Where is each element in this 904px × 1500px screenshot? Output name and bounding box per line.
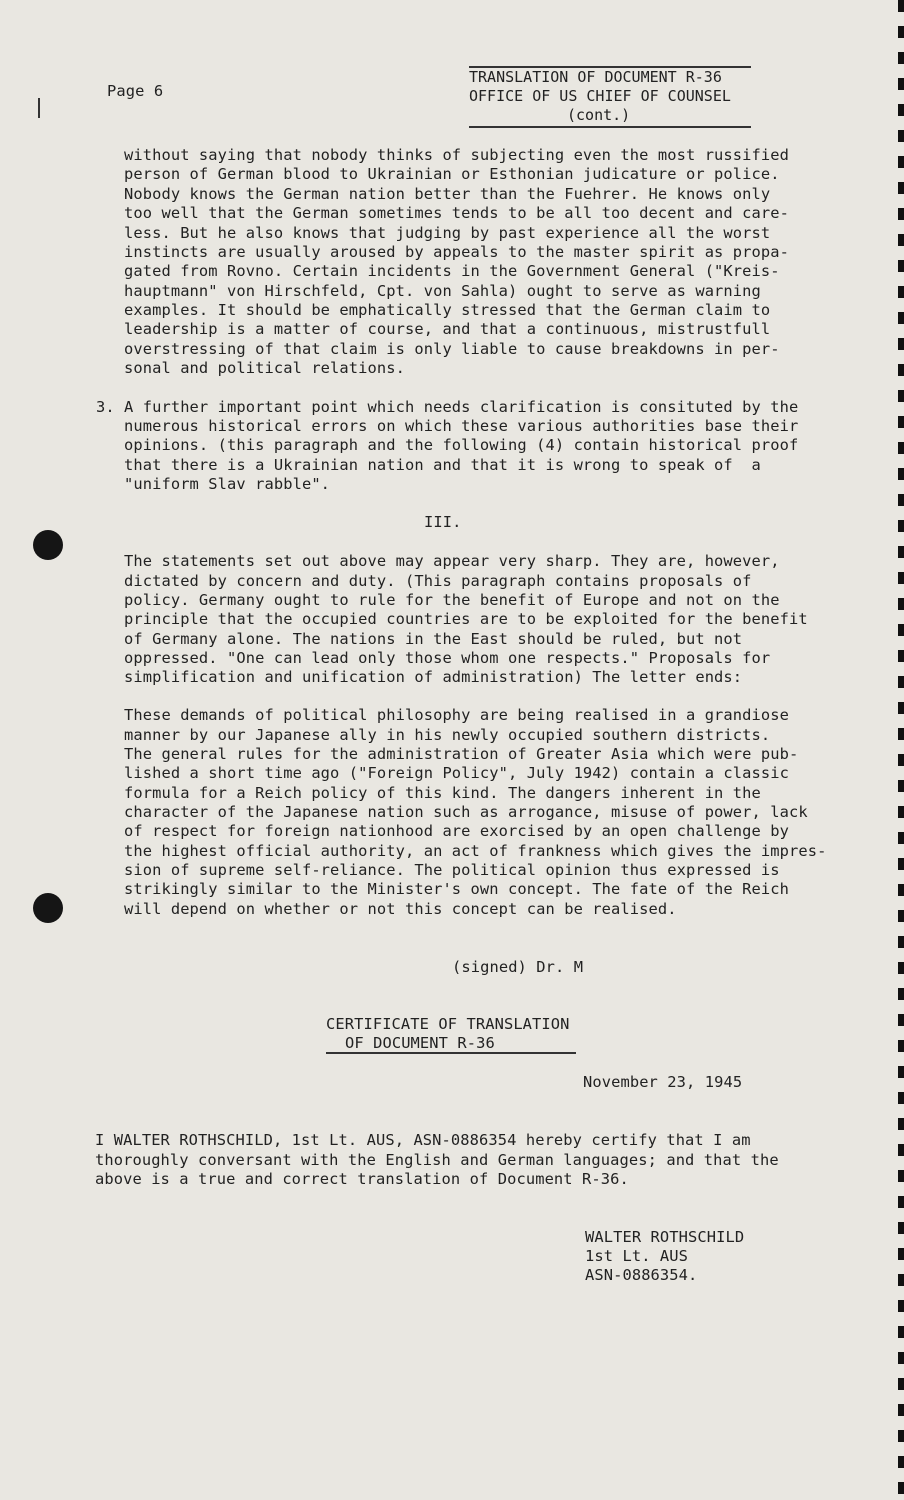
text-line: formula for a Reich policy of this kind. The dangers inherent in the <box>124 784 761 802</box>
text-line: that there is a Ukrainian nation and that it is wrong to speak of a <box>124 456 761 474</box>
text-line: character of the Japanese nation such as arrogance, misuse of power, lack <box>124 803 808 821</box>
text-line: The general rules for the administration of Greater Asia which were pub- <box>124 745 799 763</box>
signature-line: (signed) Dr. M <box>452 958 584 976</box>
text-line: less. But he also knows that judging by past experience all the worst <box>124 224 771 242</box>
header-title-line3: (cont.) <box>567 106 631 124</box>
text-line: "uniform Slav rabble". <box>124 475 331 493</box>
text-line: of Germany alone. The nations in the East should be ruled, but not <box>124 630 743 648</box>
certificate-title-line2: OF DOCUMENT R-36 <box>345 1034 495 1052</box>
text-line: too well that the German sometimes tends to be all too decent and care- <box>124 204 789 222</box>
page-number: Page 6 <box>107 82 164 100</box>
point-number: 3. <box>96 398 115 416</box>
text-line: thoroughly conversant with the English and German languages; and that the <box>95 1151 779 1169</box>
text-line: sion of supreme self-reliance. The political opinion thus expressed is <box>124 861 780 879</box>
text-line: overstressing of that claim is only liable to cause breakdowns in per- <box>124 340 780 358</box>
text-line: dictated by concern and duty. (This paragraph contains proposals of <box>124 572 752 590</box>
text-line: A further important point which needs clarification is consituted by the <box>124 398 799 416</box>
text-line: simplification and unification of administration) The letter ends: <box>124 668 743 686</box>
certificate-title-line1: CERTIFICATE OF TRANSLATION <box>326 1015 570 1033</box>
text-line: gated from Rovno. Certain incidents in the Government General ("Kreis- <box>124 262 780 280</box>
text-line: numerous historical errors on which these various authorities base their <box>124 417 799 435</box>
text-line: oppressed. "One can lead only those whom one respects." Proposals for <box>124 649 771 667</box>
text-line: examples. It should be emphatically stressed that the German claim to <box>124 301 771 319</box>
text-line: instincts are usually aroused by appeals to the master spirit as propa- <box>124 243 789 261</box>
text-line: the highest official authority, an act of frankness which gives the impres- <box>124 842 827 860</box>
margin-mark <box>38 98 40 118</box>
punch-hole-upper <box>33 530 63 560</box>
text-line: Nobody knows the German nation better than the Fuehrer. He knows only <box>124 185 771 203</box>
text-line: opinions. (this paragraph and the following (4) contain historical proof <box>124 436 799 454</box>
text-line: person of German blood to Ukrainian or Esthonian judicature or police. <box>124 165 780 183</box>
header-top-rule <box>469 66 751 68</box>
header-bottom-rule <box>469 126 751 128</box>
signer-rank: 1st Lt. AUS <box>585 1247 689 1265</box>
text-line: I WALTER ROTHSCHILD, 1st Lt. AUS, ASN-0886354 hereby certify that I am <box>95 1131 751 1149</box>
section-heading: III. <box>424 513 462 531</box>
text-line: of respect for foreign nationhood are exorcised by an open challenge by <box>124 822 789 840</box>
text-line: strikingly similar to the Minister's own concept. The fate of the Reich <box>124 880 789 898</box>
text-line: without saying that nobody thinks of subjecting even the most russified <box>124 146 789 164</box>
page-edge-binding <box>898 0 904 1500</box>
text-line: manner by our Japanese ally in his newly occupied southern districts. <box>124 726 771 744</box>
text-line: sonal and political relations. <box>124 359 405 377</box>
header-title-line1: TRANSLATION OF DOCUMENT R-36 <box>469 68 722 86</box>
text-line: The statements set out above may appear very sharp. They are, however, <box>124 552 780 570</box>
text-line: principle that the occupied countries are to be exploited for the benefit <box>124 610 808 628</box>
text-line: lished a short time ago ("Foreign Policy", July 1942) contain a classic <box>124 764 789 782</box>
text-line: hauptmann" von Hirschfeld, Cpt. von Sahla) ought to serve as warning <box>124 282 761 300</box>
certificate-title-rule <box>326 1052 576 1054</box>
certificate-date: November 23, 1945 <box>583 1073 743 1091</box>
text-line: above is a true and correct translation of Document R-36. <box>95 1170 629 1188</box>
text-line: leadership is a matter of course, and that a continuous, mistrustfull <box>124 320 771 338</box>
text-line: will depend on whether or not this concept can be realised. <box>124 900 677 918</box>
document-header <box>469 66 751 125</box>
text-line: policy. Germany ought to rule for the benefit of Europe and not on the <box>124 591 780 609</box>
signer-asn: ASN-0886354. <box>585 1266 698 1284</box>
punch-hole-lower <box>33 893 63 923</box>
signer-name: WALTER ROTHSCHILD <box>585 1228 745 1246</box>
header-title-line2: OFFICE OF US CHIEF OF COUNSEL <box>469 87 731 105</box>
text-line: These demands of political philosophy are being realised in a grandiose <box>124 706 789 724</box>
